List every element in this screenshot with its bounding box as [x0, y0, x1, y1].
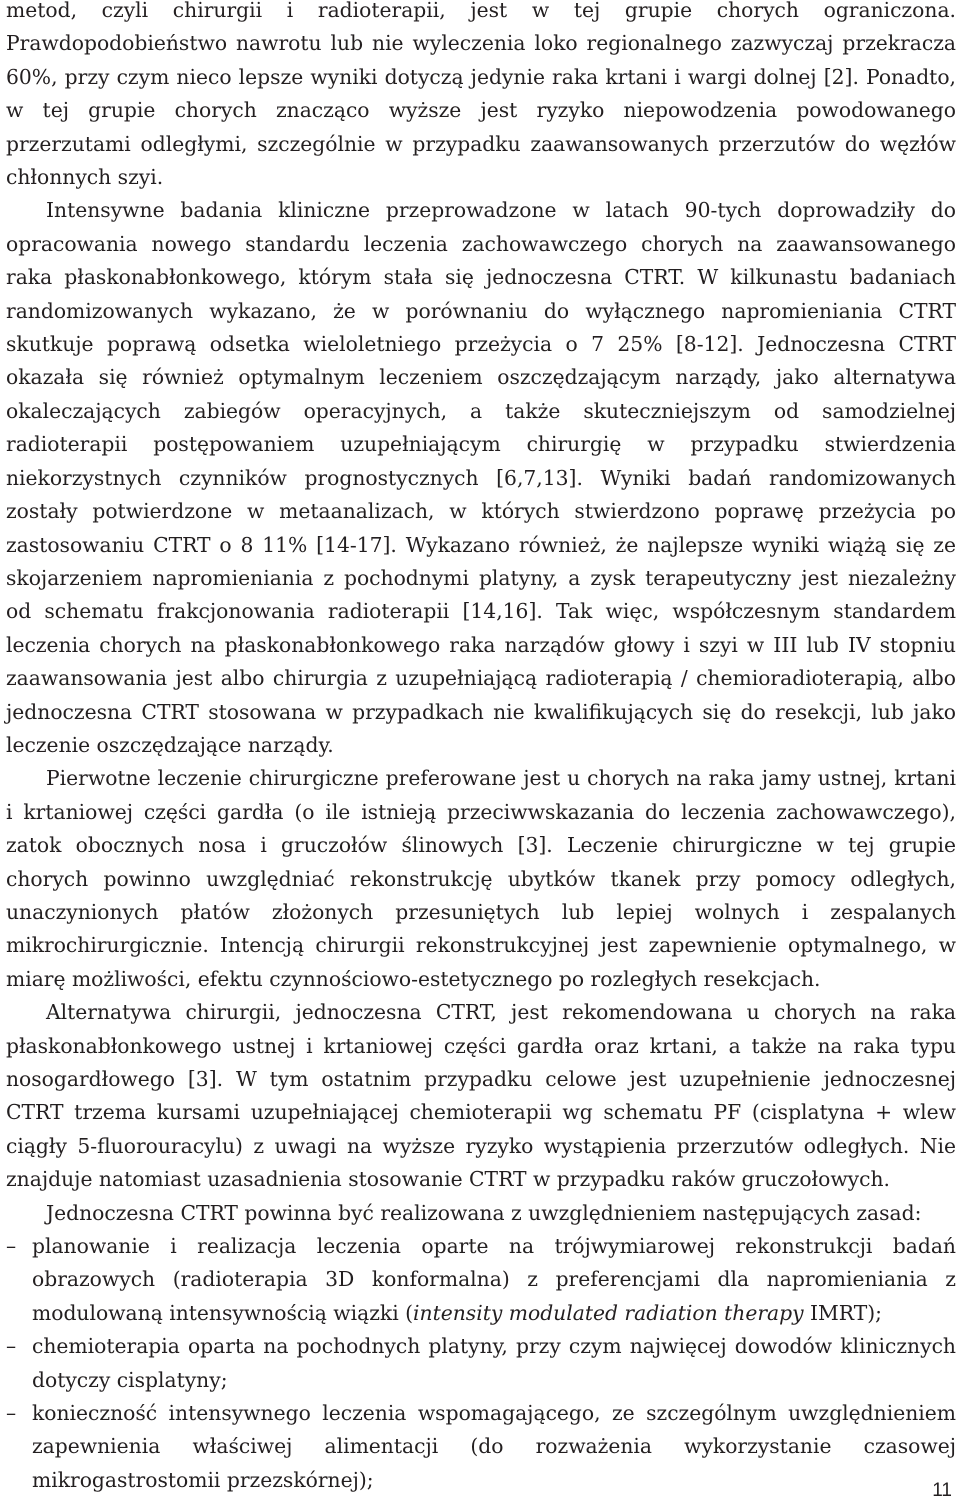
page-number: 11 — [932, 1480, 952, 1501]
paragraph-2: Intensywne badania kliniczne przeprowadzone w latach 90-tych doprowadziły do opracowania nowego standardu leczenia zachowawczego chorych na zaawansowanego raka płaskonabłonkowego, którym stała się jednoczesna CTRT. W kilkunastu badaniach randomizowanych wykazano, że w porównaniu do wyłącznego napromieniania CTRT skutkuje poprawą odsetka wieloletniego przeżycia o 7 25% [8-12]. Jednoczesna CTRT okazała się również optymalnym leczeniem oszczędzającym narządy, jako alternatywa okaleczających zabiegów operacyjnych, a także skuteczniejszym od samodzielnej radioterapii postępowaniem uzupełniającym chirurgię w przypadku stwierdzenia niekorzystnych czynników prognostycznych [6,7,13]. Wyniki badań randomizowanych zostały potwierdzone w metaanalizach, w których stwierdzono poprawę przeżycia po zastosowaniu CTRT o 8 11% [14-17]. Wykazano również, że najlepsze wyniki wiążą się ze skojarzeniem napromieniania z pochodnymi platyny, a zysk terapeutyczny jest niezależny od schematu frakcjonowania radioterapii [14,16]. Tak więc, współczesnym standardem leczenia chorych na płaskonabłonkowego raka narządów głowy i szyi w III lub IV stopniu zaawansowania jest albo chirurgia z uzupełniającą radioterapią / chemioradioterapią, albo jednoczesna CTRT stosowana w przypadkach nie kwalifikujących się do resekcji, lub jako leczenie oszczędzające narządy. — [6, 198, 956, 757]
list-item — [6, 1330, 956, 1397]
paragraph-3: Pierwotne leczenie chirurgiczne preferowane jest u chorych na raka jamy ustnej, krtani i krtaniowej części gardła (o ile istnieją przeciwwskazania do leczenia zachowawczego), zatok obocznych nosa i gruczołów ślinowych [3]. Leczenie chirurgiczne w tej grupie chorych powinno uwzględniać rekonstrukcję ubytków tkanek przy pomocy odległych, unaczynionych płatów złożonych przesuniętych lub lepiej wolnych i zespalanych mikrochirurgicznie. Intencją chirurgii rekonstrukcyjnej jest zapewnienie optymalnego, w miarę możliwości, efektu czynnościowo-estetycznego po rozległych resekcjach. — [6, 766, 956, 991]
principles-list — [6, 1230, 956, 1497]
list-item — [6, 1397, 956, 1497]
list-item-text: chemioterapia oparta na pochodnych platyny, przy czym najwięcej dowodów klinicznych dotyczy cisplatyny; — [32, 1334, 956, 1392]
list-dash: – — [6, 1234, 17, 1259]
list-dash: – — [6, 1401, 17, 1426]
list-item — [6, 1230, 956, 1330]
paragraph-1: metod, czyli chirurgii i radioterapii, jest w tej grupie chorych ograniczona. Prawdopodobieństwo nawrotu lub nie wyleczenia loko regionalnego zazwyczaj przekracza 60%, przy czym nieco lepsze wyniki dotyczą jedynie raka krtani i wargi dolnej [2]. Ponadto, w tej grupie chorych znacząco wyższe jest ryzyko niepowodzenia powodowanego przerzutami odległymi, szczególnie w przypadku zaawansowanych przerzutów do węzłów chłonnych szyi. — [6, 0, 956, 190]
list-item-text: planowanie i realizacja leczenia oparte na trójwymiarowej rekonstrukcji badań obrazowych (radioterapia 3D konformalna) z preferencjami dla napromieniania z modulowaną intensywnością wiązki ( — [32, 1234, 956, 1325]
document-page — [6, 0, 956, 1497]
paragraph-4: Alternatywa chirurgii, jednoczesna CTRT, jest rekomendowana u chorych na raka płaskonabłonkowego ustnej i krtaniowej części gardła oraz krtani, a także na raka typu nosogardłowego [3]. W tym ostatnim przypadku celowe jest uzupełnienie jednoczesnej CTRT trzema kursami uzupełniającej chemioterapii wg schematu PF (cisplatyna + wlew ciągły 5-fluorouracylu) z uwagi na wyższe ryzyko wystąpienia przerzutów odległych. Nie znajduje natomiast uzasadnienia stosowanie CTRT w przypadku raków gruczołowych. — [6, 1000, 956, 1192]
list-item-text: konieczność intensywnego leczenia wspomagającego, ze szczególnym uwzględnieniem zapewnienia właściwej alimentacji (do rozważenia wykorzystanie czasowej mikrogastrostomii przezskórnej); — [32, 1401, 956, 1492]
list-item-italic-text: intensity modulated radiation therapy — [413, 1300, 804, 1325]
paragraph-5: Jednoczesna CTRT powinna być realizowana z uwzględnieniem następujących zasad: — [46, 1200, 922, 1225]
list-dash: – — [6, 1334, 17, 1359]
list-item-text-end: IMRT); — [803, 1300, 882, 1325]
